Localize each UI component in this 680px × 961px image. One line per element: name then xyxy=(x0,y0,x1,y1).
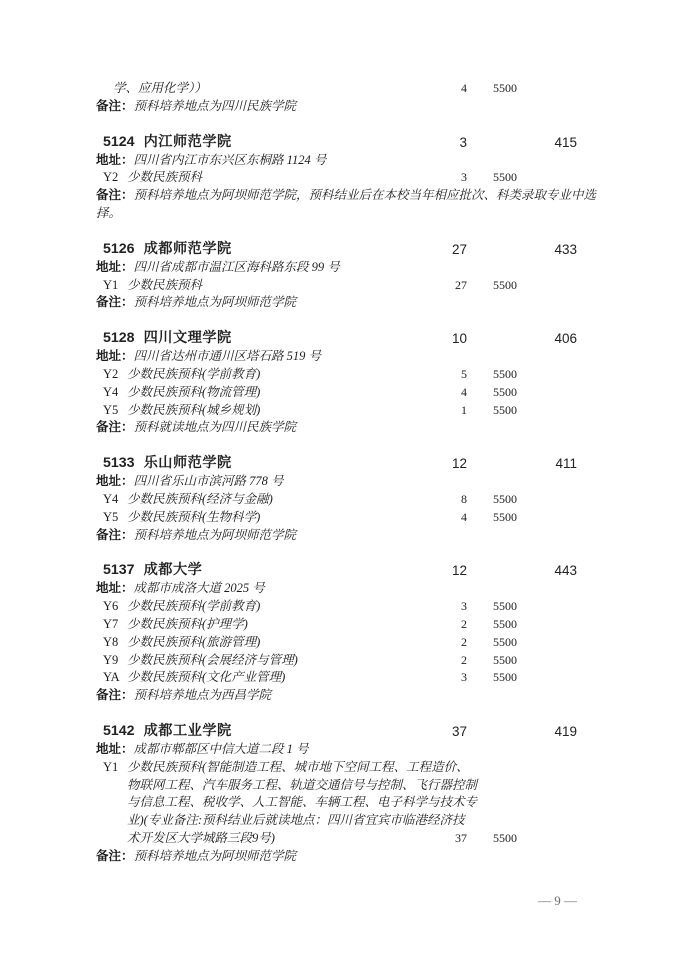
major-name-line: 少数民族预科(文化产业管理) xyxy=(127,670,286,685)
major-count: 2 xyxy=(461,616,467,631)
major-count: 1 xyxy=(461,402,467,417)
major-name-line: 与信息工程、税收学、人工智能、车辆工程、电子科学与技术专 xyxy=(127,795,478,810)
major-count: 3 xyxy=(461,170,467,185)
school-name: 成都大学 xyxy=(143,562,203,579)
address-text: 四川省成都市温江区海科路东段 99 号 xyxy=(133,259,340,274)
major-fee: 5500 xyxy=(493,509,517,524)
major-fee: 5500 xyxy=(493,670,517,685)
major-count: 8 xyxy=(461,491,467,506)
major-row xyxy=(0,759,680,777)
note-text: 预科培养地点为西昌学院 xyxy=(133,688,272,703)
plan-count: 37 xyxy=(451,723,467,739)
school-code: 5128 xyxy=(103,330,135,347)
major-name-line: 少数民族预科(物流管理) xyxy=(127,384,261,399)
major-fee: 5500 xyxy=(493,616,517,631)
major-code: Y9 xyxy=(103,652,119,667)
continuation-block xyxy=(0,80,680,116)
address-text: 四川省乐山市滨河路 778 号 xyxy=(133,474,284,489)
note-label: 备注： xyxy=(96,688,134,703)
min-score: 406 xyxy=(554,331,577,347)
major-count: 4 xyxy=(461,384,467,399)
school-header-row xyxy=(0,561,680,580)
major-code: Y4 xyxy=(103,384,119,399)
major-name-line: 少数民族预科(学前教育) xyxy=(127,366,261,381)
major-continuation-row xyxy=(0,80,680,98)
school-block xyxy=(0,561,680,705)
major-name-line: 学、应用化学）） xyxy=(113,81,207,95)
plan-count: 12 xyxy=(451,456,467,472)
note-row xyxy=(0,187,680,205)
major-count: 27 xyxy=(455,277,467,292)
major-fee: 5500 xyxy=(493,634,517,649)
note-wrap-row xyxy=(0,205,680,223)
address-row xyxy=(0,348,680,366)
major-wrap-row xyxy=(0,777,680,795)
plan-count: 12 xyxy=(451,563,467,579)
major-count: 5 xyxy=(461,366,467,381)
address-row xyxy=(0,259,680,277)
major-code: Y2 xyxy=(103,366,119,381)
major-count: 2 xyxy=(461,634,467,649)
major-name-line: 少数民族预科(经济与金融) xyxy=(127,491,273,506)
min-score: 443 xyxy=(554,563,577,579)
address-text: 成都市郫都区中信大道二段 1 号 xyxy=(133,741,309,756)
major-row xyxy=(0,598,680,616)
major-count: 3 xyxy=(461,599,467,614)
major-row xyxy=(0,491,680,509)
major-code: Y1 xyxy=(103,759,119,774)
school-code: 5126 xyxy=(103,240,135,257)
note-text: 择。 xyxy=(96,205,122,220)
plan-count: 10 xyxy=(451,331,467,347)
address-row xyxy=(0,152,680,170)
major-code: Y6 xyxy=(103,599,119,614)
major-count: 4 xyxy=(461,509,467,524)
major-fee: 5500 xyxy=(493,277,517,292)
major-name-line: 少数民族预科 xyxy=(127,277,203,292)
major-name-line: 少数民族预科(城乡规划) xyxy=(127,402,261,417)
major-row xyxy=(0,509,680,527)
address-row xyxy=(0,473,680,491)
school-name: 成都师范学院 xyxy=(143,240,232,257)
major-count: 4 xyxy=(461,81,467,95)
address-text: 四川省内江市东兴区东桐路 1124 号 xyxy=(133,152,327,167)
major-wrap-row xyxy=(0,794,680,812)
major-name-line: 少数民族预科(会展经济与管理) xyxy=(127,652,298,667)
school-name: 四川文理学院 xyxy=(143,330,232,347)
major-row xyxy=(0,366,680,384)
major-row xyxy=(0,384,680,402)
address-row xyxy=(0,741,680,759)
note-label: 备注： xyxy=(96,527,134,542)
address-label: 地址： xyxy=(96,349,134,364)
school-name: 内江师范学院 xyxy=(143,133,232,150)
note-label: 备注： xyxy=(96,420,134,435)
major-name-line: 术开发区大学城路三段9号) xyxy=(127,830,275,845)
major-fee: 5500 xyxy=(493,366,517,381)
major-code: YA xyxy=(103,670,120,685)
major-name-line: 少数民族预科(护理学) xyxy=(127,616,248,631)
major-count: 37 xyxy=(455,830,467,845)
note-text: 预科培养地点为四川民族学院 xyxy=(133,98,297,113)
major-count: 2 xyxy=(461,652,467,667)
note-row xyxy=(0,687,680,705)
school-block xyxy=(0,329,680,437)
school-header-row xyxy=(0,722,680,741)
note-label: 备注： xyxy=(96,98,134,113)
major-row xyxy=(0,169,680,187)
address-label: 地址： xyxy=(96,741,134,756)
major-name-line: 少数民族预科 xyxy=(127,170,203,185)
school-code: 5133 xyxy=(103,455,135,472)
note-text: 预科培养地点为阿坝师范学院 xyxy=(133,848,297,863)
address-label: 地址： xyxy=(96,152,134,167)
note-row xyxy=(0,294,680,312)
note-text: 预科培养地点为阿坝师范学院 xyxy=(133,527,297,542)
major-name-line: 物联网工程、汽车服务工程、轨道交通信号与控制、飞行器控制 xyxy=(127,777,478,792)
major-count: 3 xyxy=(461,670,467,685)
major-name-line: 少数民族预科(旅游管理) xyxy=(127,634,261,649)
school-code: 5137 xyxy=(103,562,135,579)
major-fee: 5500 xyxy=(493,384,517,399)
note-row xyxy=(0,419,680,437)
major-fee: 5500 xyxy=(493,830,517,845)
major-fee: 5500 xyxy=(493,491,517,506)
school-code: 5142 xyxy=(103,722,135,739)
note-text: 预科培养地点为阿坝师范学院 xyxy=(133,295,297,310)
major-name-line: 少数民族预科(智能制造工程、城市地下空间工程、工程造价、 xyxy=(127,759,469,774)
note-row xyxy=(0,848,680,866)
min-score: 433 xyxy=(554,241,577,257)
page-number: — 9 — xyxy=(538,893,577,908)
major-code: Y8 xyxy=(103,634,119,649)
note-label: 备注： xyxy=(96,848,134,863)
note-text: 预科就读地点为四川民族学院 xyxy=(133,420,297,435)
note-text: 预科培养地点为阿坝师范学院，预科结业后在本校当年相应批次、科类录取专业中选 xyxy=(133,188,597,203)
plan-count: 3 xyxy=(459,134,467,150)
school-code: 5124 xyxy=(103,133,135,150)
major-code: Y7 xyxy=(103,616,119,631)
major-wrap-row xyxy=(0,830,680,848)
address-text: 成都市成洛大道 2025 号 xyxy=(133,581,265,596)
major-code: Y4 xyxy=(103,491,119,506)
note-row xyxy=(0,527,680,545)
school-header-row xyxy=(0,454,680,473)
major-row xyxy=(0,402,680,420)
address-label: 地址： xyxy=(96,259,134,274)
major-name-line: 少数民族预科(学前教育) xyxy=(127,599,261,614)
min-score: 419 xyxy=(554,723,577,739)
major-name-line: 少数民族预科(生物科学) xyxy=(127,509,261,524)
address-label: 地址： xyxy=(96,581,134,596)
address-row xyxy=(0,580,680,598)
plan-count: 27 xyxy=(451,241,467,257)
admission-plan-list xyxy=(0,80,680,866)
school-header-row xyxy=(0,329,680,348)
school-name: 乐山师范学院 xyxy=(143,455,232,472)
school-header-row xyxy=(0,240,680,259)
major-row xyxy=(0,277,680,295)
school-header-row xyxy=(0,133,680,152)
note-row xyxy=(0,98,680,116)
major-fee: 5500 xyxy=(493,402,517,417)
address-text: 四川省达州市通川区塔石路 519 号 xyxy=(133,349,322,364)
major-code: Y2 xyxy=(103,170,119,185)
school-block xyxy=(0,722,680,866)
major-fee: 5500 xyxy=(493,81,517,95)
min-score: 411 xyxy=(555,456,577,472)
school-block xyxy=(0,133,680,223)
major-wrap-row xyxy=(0,812,680,830)
major-code: Y5 xyxy=(103,402,119,417)
address-label: 地址： xyxy=(96,474,134,489)
major-code: Y5 xyxy=(103,509,119,524)
major-fee: 5500 xyxy=(493,170,517,185)
major-row xyxy=(0,634,680,652)
school-name: 成都工业学院 xyxy=(143,722,232,739)
major-code: Y1 xyxy=(103,277,119,292)
major-name-line: 业)(专业备注:预科结业后就读地点：四川省宜宾市临港经济技 xyxy=(127,813,465,828)
major-fee: 5500 xyxy=(493,652,517,667)
major-row xyxy=(0,669,680,687)
major-fee: 5500 xyxy=(493,599,517,614)
min-score: 415 xyxy=(554,134,577,150)
major-row xyxy=(0,652,680,670)
school-block xyxy=(0,454,680,544)
school-block xyxy=(0,240,680,312)
note-label: 备注： xyxy=(96,295,134,310)
note-label: 备注： xyxy=(96,188,134,203)
major-row xyxy=(0,616,680,634)
